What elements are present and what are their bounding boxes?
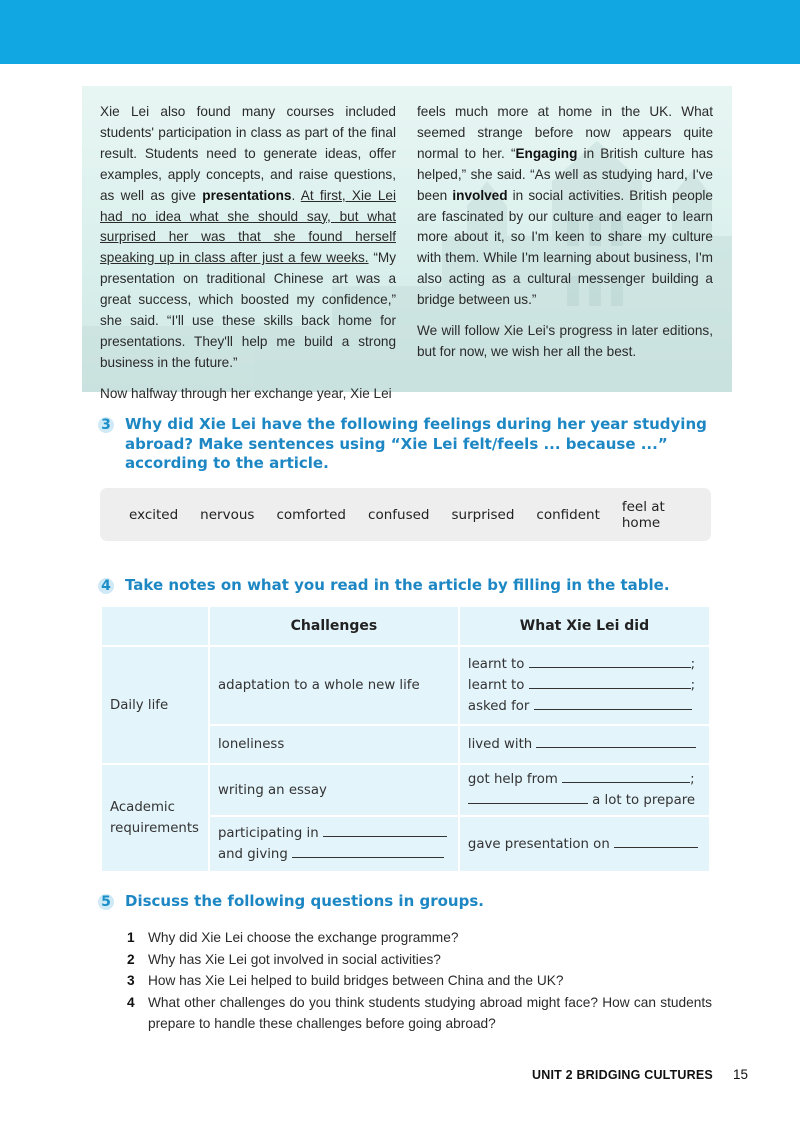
article-text: in British culture has helped,” she said. “As well as studying hard, I've been: [417, 145, 713, 203]
list-item: [127, 949, 712, 971]
underlined-sentence: At first, Xie Lei had no idea what she should say, but what surprised her was that she found herself speaking up in class after just a few weeks.: [100, 187, 396, 266]
item-text: Why did Xie Lei choose the exchange programme?: [148, 930, 459, 945]
answer-blank[interactable]: [562, 769, 690, 783]
article-paragraph: [417, 102, 713, 311]
item-number: 1: [127, 930, 135, 945]
item-text: What other challenges do you think students studying abroad might face? How can students prepare to handle these challenges before going abroad?: [148, 994, 712, 1031]
keyword-presentations: presentations: [202, 187, 292, 203]
answer-blank[interactable]: [529, 654, 691, 668]
article-paragraph: Now halfway through her exchange year, Xie Lei: [100, 385, 392, 401]
answer-blank[interactable]: [323, 823, 447, 837]
question-number: 3: [98, 417, 114, 433]
item-number: 2: [127, 951, 135, 967]
keyword-engaging: Engaging: [515, 145, 578, 161]
cell-text: ;: [690, 657, 696, 672]
table-header-challenges: Challenges: [209, 606, 459, 646]
answer-blank[interactable]: [292, 844, 444, 858]
question-text: Take notes on what you read in the article by filling in the table.: [125, 576, 670, 594]
word-bank-item: surprised: [451, 506, 515, 523]
article-right-column: [417, 102, 713, 373]
article-text: in social activities. British people are fascinated by our culture and eager to learn more about it, so I'm keen to share my culture with them. While I'm learning about business, I'm also acting as a cultural messenger building a bridge between us.”: [417, 187, 713, 308]
cell-text: and giving: [217, 847, 288, 862]
action-cell: [459, 764, 710, 816]
article-text: “My presentation on traditional Chinese art was a great success, which boosted my confidence,” she said. “I'll use these skills back home for presentations. They'll help me build a strong business in the future.”: [100, 250, 396, 370]
cell-text: learnt to: [467, 657, 525, 672]
question-number: 5: [98, 894, 114, 910]
word-bank-item: comforted: [276, 506, 347, 523]
article-text: .: [291, 187, 301, 203]
word-bank: [100, 488, 711, 541]
table-header-actions: What Xie Lei did: [459, 606, 710, 646]
header-bar: [0, 0, 800, 64]
cell-text: a lot to prepare: [592, 793, 696, 808]
item-number: 3: [127, 973, 135, 988]
row-label-daily-life: Daily life: [101, 646, 209, 764]
row-label-academic-requirements: Academic requirements: [101, 764, 209, 872]
question-5-heading: [98, 892, 710, 912]
word-bank-item: confident: [536, 506, 600, 523]
page-footer: [532, 1067, 748, 1082]
answer-blank[interactable]: [529, 675, 691, 689]
cell-text: ;: [690, 772, 695, 787]
action-cell: [459, 816, 710, 872]
answer-blank[interactable]: [536, 734, 696, 748]
question-number: 4: [98, 578, 114, 594]
article-text: Xie Lei also found many courses included students' participation in class as part of the final result. Students need to generate ideas, offer examples, apply concepts, and raise questions, as well as give: [100, 104, 396, 203]
list-item: [127, 970, 712, 992]
keyword-involved: involved: [452, 187, 508, 203]
page-number: 15: [732, 1067, 748, 1082]
answer-blank[interactable]: [468, 790, 588, 804]
notes-table: [100, 605, 711, 873]
action-cell: [459, 646, 710, 725]
word-bank-item: feel at home: [621, 498, 665, 531]
article-text: feels much more at home in the UK. What seemed strange before now appears quite normal to her. “: [417, 104, 713, 161]
cell-text: asked for: [467, 699, 530, 714]
cell-text: lived with: [467, 737, 533, 752]
article-left-column: [100, 102, 396, 415]
question-3-heading: [98, 415, 710, 474]
word-bank-item: confused: [368, 506, 430, 523]
article-paragraph: We will follow Xie Lei's progress in later editions, but for now, we wish her all the best.: [417, 323, 713, 359]
list-item: [127, 927, 712, 949]
cell-text: learnt to: [467, 678, 525, 693]
cell-text: gave presentation on: [467, 836, 610, 852]
question-4-heading: [98, 576, 710, 596]
word-bank-item: excited: [129, 506, 179, 523]
table-row: [101, 764, 710, 816]
table-header-row: [101, 606, 710, 646]
table-row: [101, 646, 710, 725]
challenge-cell: writing an essay: [209, 764, 459, 816]
challenge-cell: adaptation to a whole new life: [209, 646, 459, 725]
article-excerpt: [82, 86, 732, 401]
table-header-cell: [101, 606, 209, 646]
item-number: 4: [127, 994, 135, 1010]
unit-title: UNIT 2 BRIDGING CULTURES: [532, 1067, 713, 1082]
item-text: How has Xie Lei helped to build bridges between China and the UK?: [148, 973, 564, 988]
list-item: [127, 992, 712, 1035]
cell-text: participating in: [217, 826, 319, 841]
word-bank-item: nervous: [200, 506, 255, 523]
discussion-list: [127, 927, 712, 1035]
answer-blank[interactable]: [534, 696, 692, 710]
challenge-cell: loneliness: [209, 725, 459, 764]
article-paragraph: [100, 102, 396, 374]
answer-blank[interactable]: [614, 834, 698, 848]
cell-text: ;: [690, 678, 696, 693]
cell-text: got help from: [467, 772, 558, 787]
question-text: Discuss the following questions in groups.: [125, 892, 484, 910]
question-text: Why did Xie Lei have the following feelings during her year studying abroad? Make sentences using “Xie Lei felt/feels ... because ...” according to the article.: [125, 415, 707, 472]
item-text: Why has Xie Lei got involved in social activities?: [148, 951, 441, 967]
challenge-cell: [209, 816, 459, 872]
action-cell: [459, 725, 710, 764]
